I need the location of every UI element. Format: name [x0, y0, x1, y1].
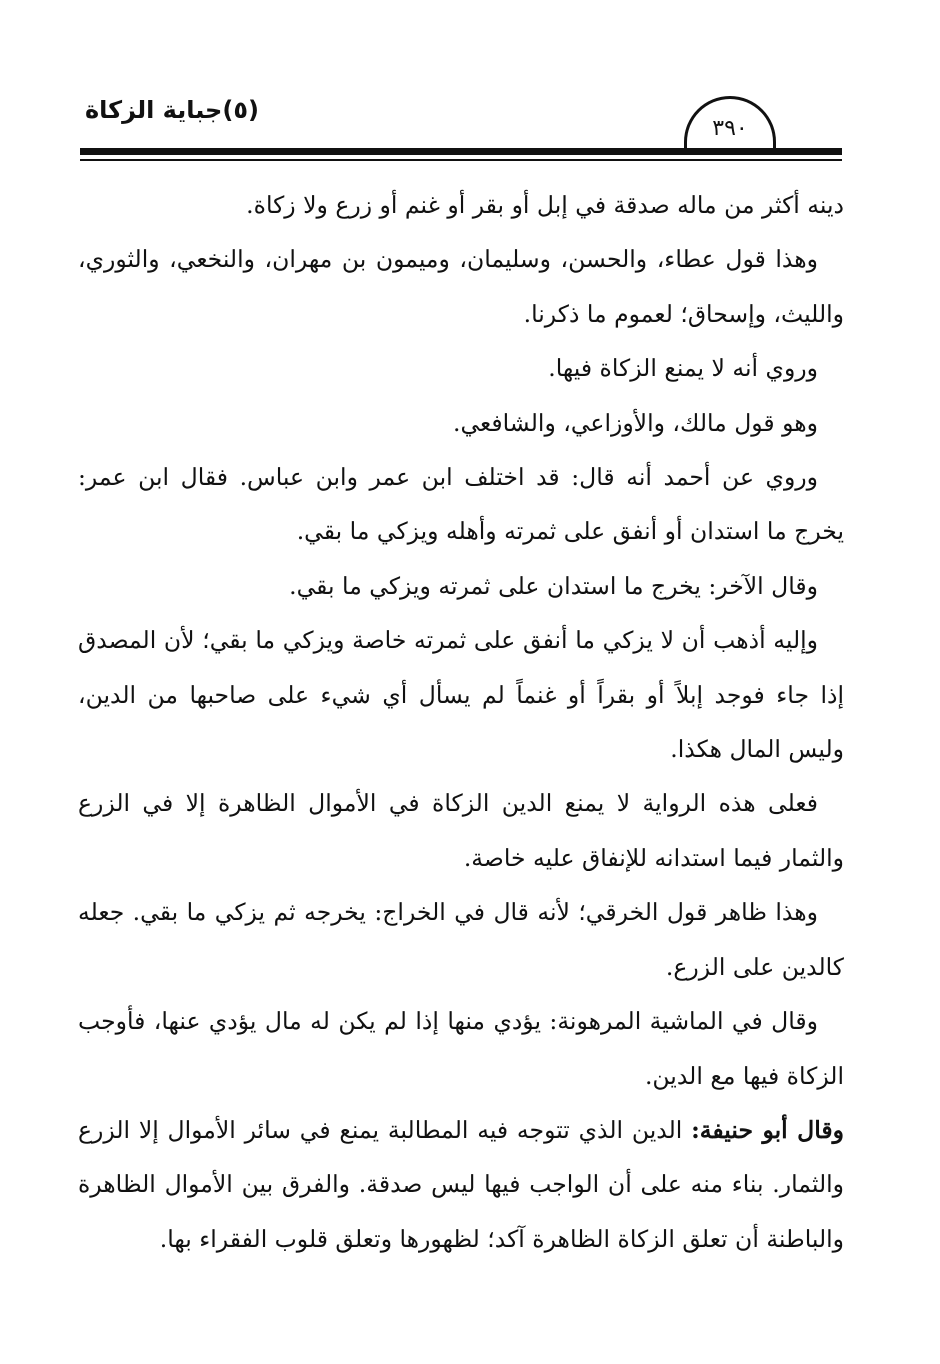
paragraph-text: وقال الآخر: يخرج ما استدان على ثمرته ويزكي ما بقي.: [289, 571, 818, 600]
paragraph-text: الدين الذي تتوجه فيه المطالبة يمنع في سائر الأموال إلا الزرع والثمار. بناء منه على أن الواجب فيها ليس صدقة. والفرق بين الأموال الظاهرة والباطنة أن تعلق الزكاة الظاهرة آكد؛ لظهورها وتعلق قلوب الفقراء بها.: [78, 1115, 844, 1253]
paragraph-text: وهذا قول عطاء، والحسن، وسليمان، وميمون بن مهران، والنخعي، والثوري، والليث، وإسحاق؛ لعموم ما ذكرنا.: [78, 245, 844, 328]
paragraph: [78, 341, 844, 395]
page-header: [0, 0, 940, 175]
paragraph: [78, 1103, 844, 1266]
paragraph: [78, 776, 844, 885]
page-body: [78, 178, 844, 1266]
header-rule-thin: [80, 159, 842, 161]
paragraph-text: وإليه أذهب أن لا يزكي ما أنفق على ثمرته خاصة ويزكي ما بقي؛ لأن المصدق إذا جاء فوجد إبلاً أو بقراً أو غنماً لم يسأل أي شيء على صاحبها من الدين، وليس المال هكذا.: [78, 626, 844, 764]
page-number-frame: [684, 96, 776, 152]
page-number: ٣٩٠: [712, 116, 748, 141]
paragraph-text: دينه أكثر من ماله صدقة في إبل أو بقر أو غنم أو زرع ولا زكاة.: [246, 191, 844, 219]
paragraph: [78, 885, 844, 994]
paragraph-text: وهو قول مالك، والأوزاعي، والشافعي.: [453, 408, 818, 437]
paragraph-text: وهذا ظاهر قول الخرقي؛ لأنه قال في الخراج: يخرجه ثم يزكي ما بقي. جعله كالدين على الزرع.: [78, 898, 844, 981]
paragraph: [78, 396, 844, 450]
paragraph: [78, 178, 844, 232]
paragraph: [78, 559, 844, 613]
paragraph: [78, 450, 844, 559]
paragraph-text: وروي أنه لا يمنع الزكاة فيها.: [548, 354, 818, 383]
paragraph-text: فعلى هذه الرواية لا يمنع الدين الزكاة في الأموال الظاهرة إلا في الزرع والثمار فيما استدانه للإنفاق عليه خاصة.: [78, 789, 844, 872]
paragraph-lead: وقال أبو حنيفة:: [691, 1115, 844, 1144]
paragraph: [78, 232, 844, 341]
paragraph: [78, 613, 844, 776]
paragraph: [78, 994, 844, 1103]
paragraph-text: وقال في الماشية المرهونة: يؤدي منها إذا لم يكن له مال يؤدي عنها، فأوجب الزكاة فيها مع الدين.: [78, 1007, 844, 1090]
running-title: (٥)جباية الزكاة: [85, 96, 259, 124]
header-rule-thick: [80, 148, 842, 155]
paragraph-text: وروي عن أحمد أنه قال: قد اختلف ابن عمر وابن عباس. فقال ابن عمر: يخرج ما استدان أو أنفق على ثمرته وأهله ويزكي ما بقي.: [78, 463, 844, 546]
